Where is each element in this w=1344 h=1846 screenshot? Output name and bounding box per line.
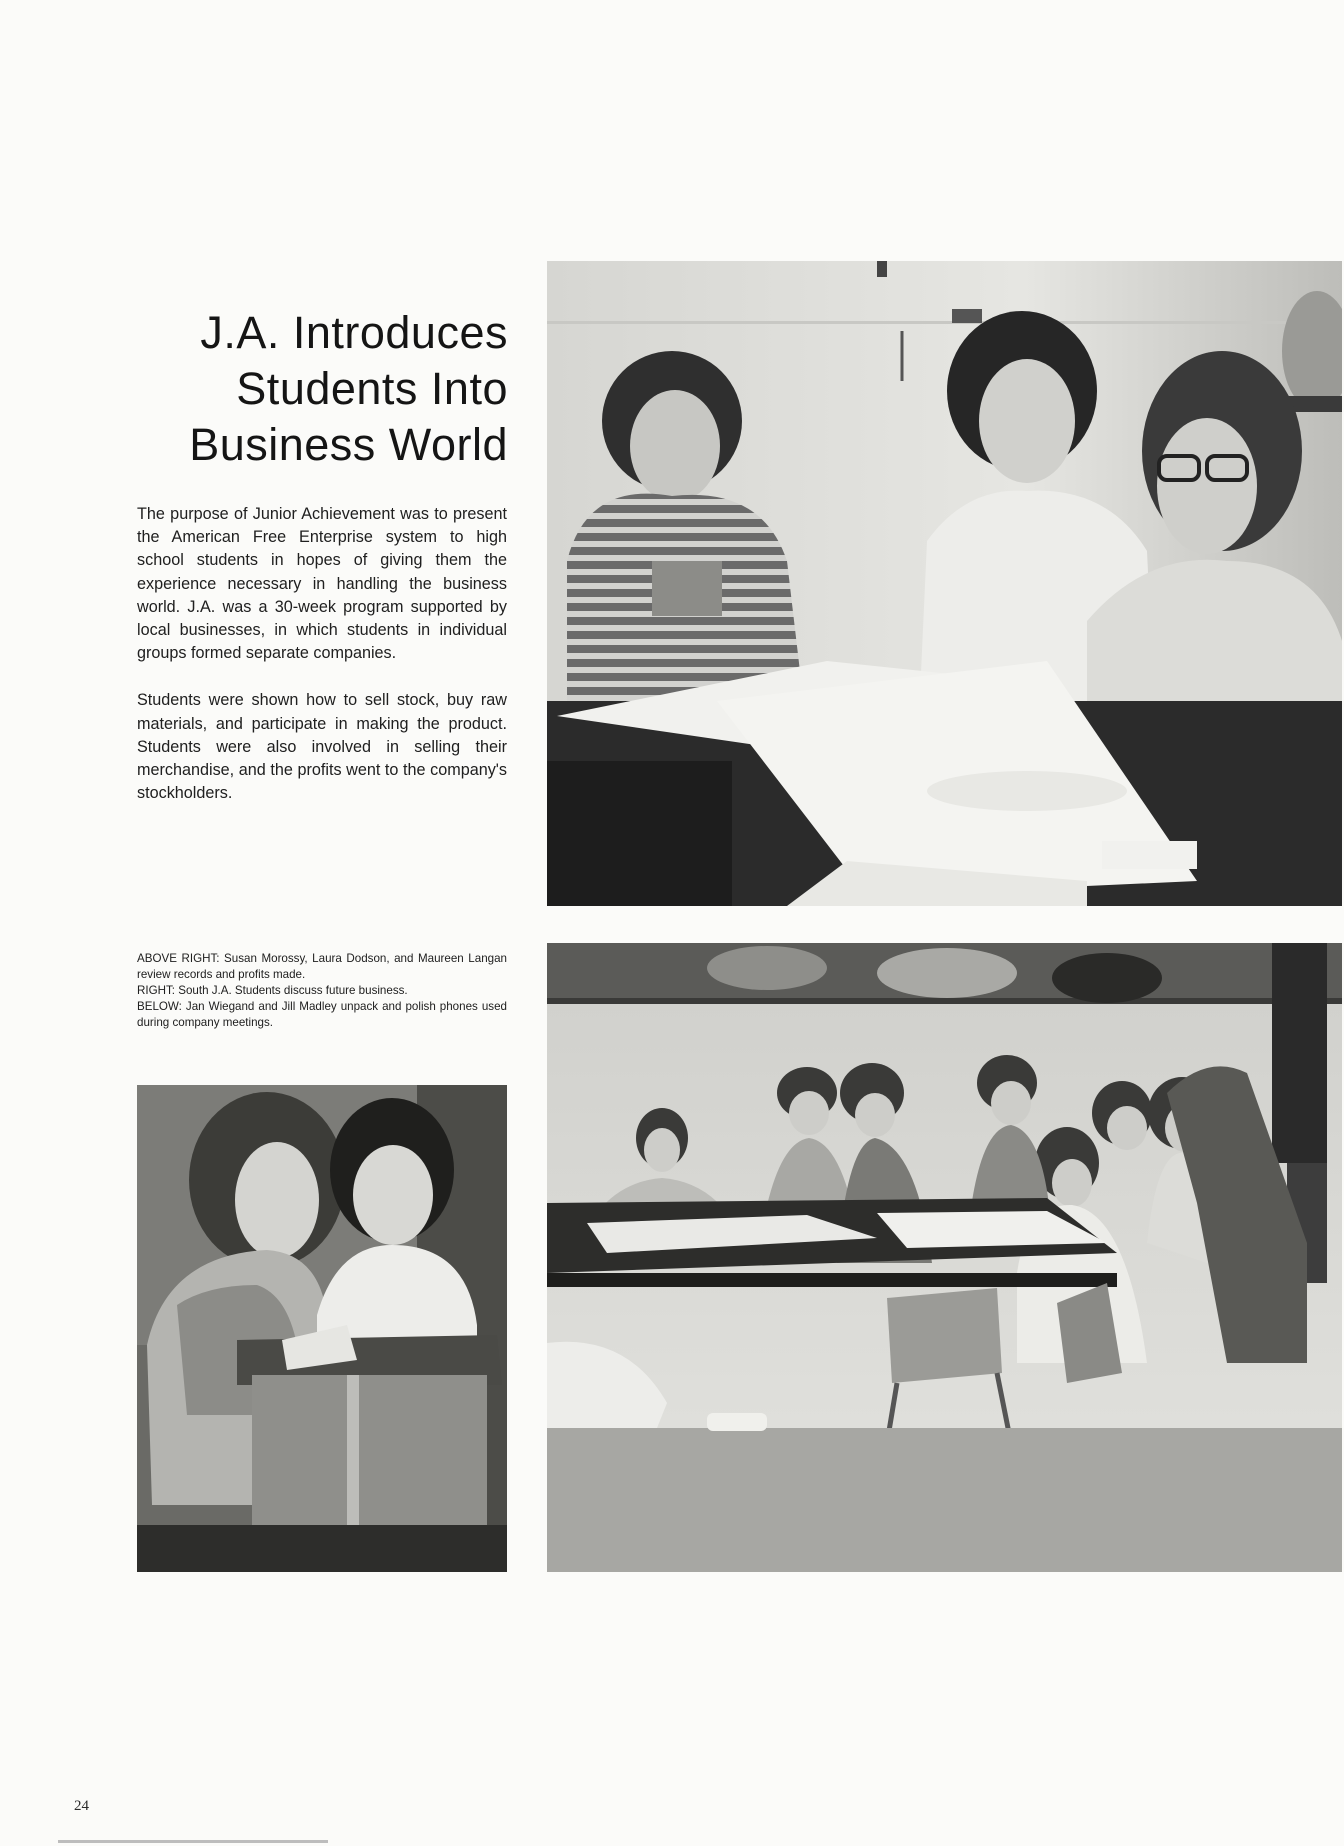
article-body — [137, 503, 507, 829]
headline-line-3: Business World — [189, 419, 508, 470]
body-paragraph-2: Students were shown how to sell stock, buy raw materials, and participate in making the product. Students were also involved in selling their merchandise, and the profits went to the company's stockholders. — [137, 691, 507, 803]
headline-line-2: Students Into — [236, 363, 508, 414]
three-students-reviewing-records-photo — [547, 261, 1342, 906]
students-at-table-meeting-photo — [547, 943, 1342, 1572]
article-headline — [130, 305, 508, 473]
photo-caption — [137, 951, 507, 1031]
caption-above-right: ABOVE RIGHT: Susan Morossy, Laura Dodson, and Maureen Langan review records and profits made. — [137, 952, 507, 981]
two-students-unpacking-box-photo — [137, 1085, 507, 1572]
page-number: 24 — [74, 1798, 89, 1814]
headline-line-1: J.A. Introduces — [200, 307, 508, 358]
caption-right: RIGHT: South J.A. Students discuss future business. — [137, 984, 408, 997]
caption-below: BELOW: Jan Wiegand and Jill Madley unpack and polish phones used during company meetings. — [137, 1000, 507, 1029]
footer-rule — [58, 1840, 328, 1843]
body-paragraph-1: The purpose of Junior Achievement was to present the American Free Enterprise system to high school students in hopes of giving them the experience necessary in handling the business world. J.A. was a 30-week program supported by local businesses, in which students in individual groups formed separate companies. — [137, 505, 507, 663]
